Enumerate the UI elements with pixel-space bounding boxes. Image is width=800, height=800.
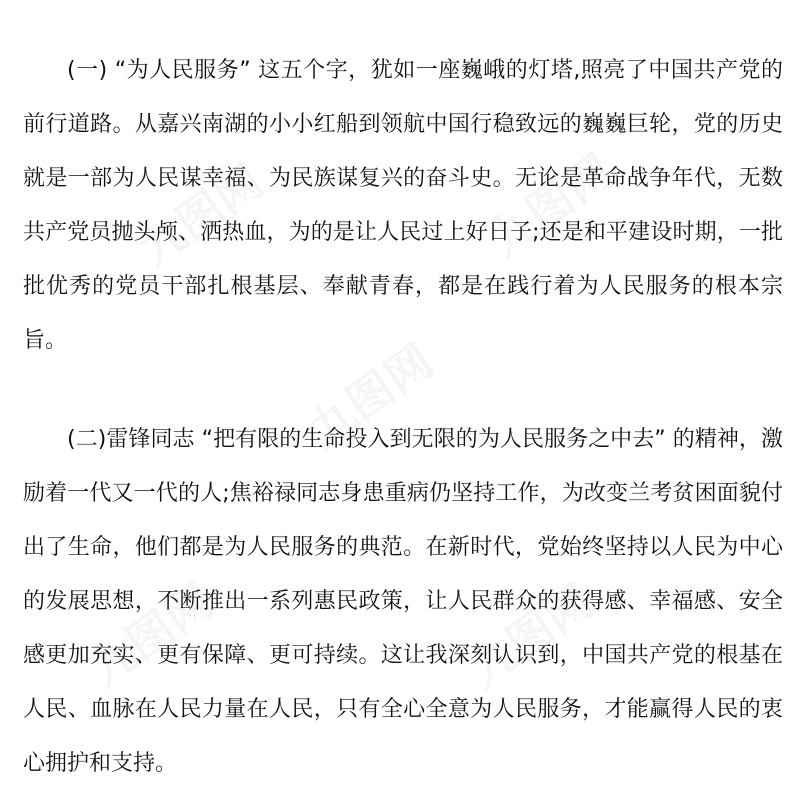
watermark: 九图网 bbox=[298, 333, 443, 458]
watermark: 九图网 bbox=[128, 153, 273, 278]
paragraph-2: (二)雷锋同志 “把有限的生命投入到无限的为人民服务之中去” 的精神，激励着一代又一代的人;焦裕禄同志身患重病仍坚持工作，为改变兰考贫困面貌付出了生命，他们都是为人民服务的典范。在新时代，党始终坚持以人民为中心的发展思想，不断推出一系列惠民政策，让人民群众的获得感、幸福感、安全感更加充实、更有保障、更可持续。这让我深刻认识到，中国共产党的根基在人民、血脉在人民力量在人民，只有全心全意为人民服务，才能赢得人民的衷心拥护和支持。 bbox=[23, 427, 783, 776]
paragraph-1: (一) “为人民服务” 这五个字，犹如一座巍峨的灯塔,照亮了中国共产党的前行道路。从嘉兴南湖的小小红船到领航中国行稳致远的巍巍巨轮，党的历史就是一部为人民谋幸福、为民族谋复兴的奋斗史。无论是革命战争年代，无数共产党员抛头颅、洒热血，为的是让人民过上好日子;还是和平建设时期，一批批优秀的党员干部扎根基层、奉献青春，都是在践行着为人民服务的根本宗旨。 bbox=[23, 58, 783, 353]
watermark: 九图网 bbox=[478, 143, 623, 268]
watermark: 九图网 bbox=[458, 573, 603, 698]
watermark: 九图网 bbox=[78, 573, 223, 698]
